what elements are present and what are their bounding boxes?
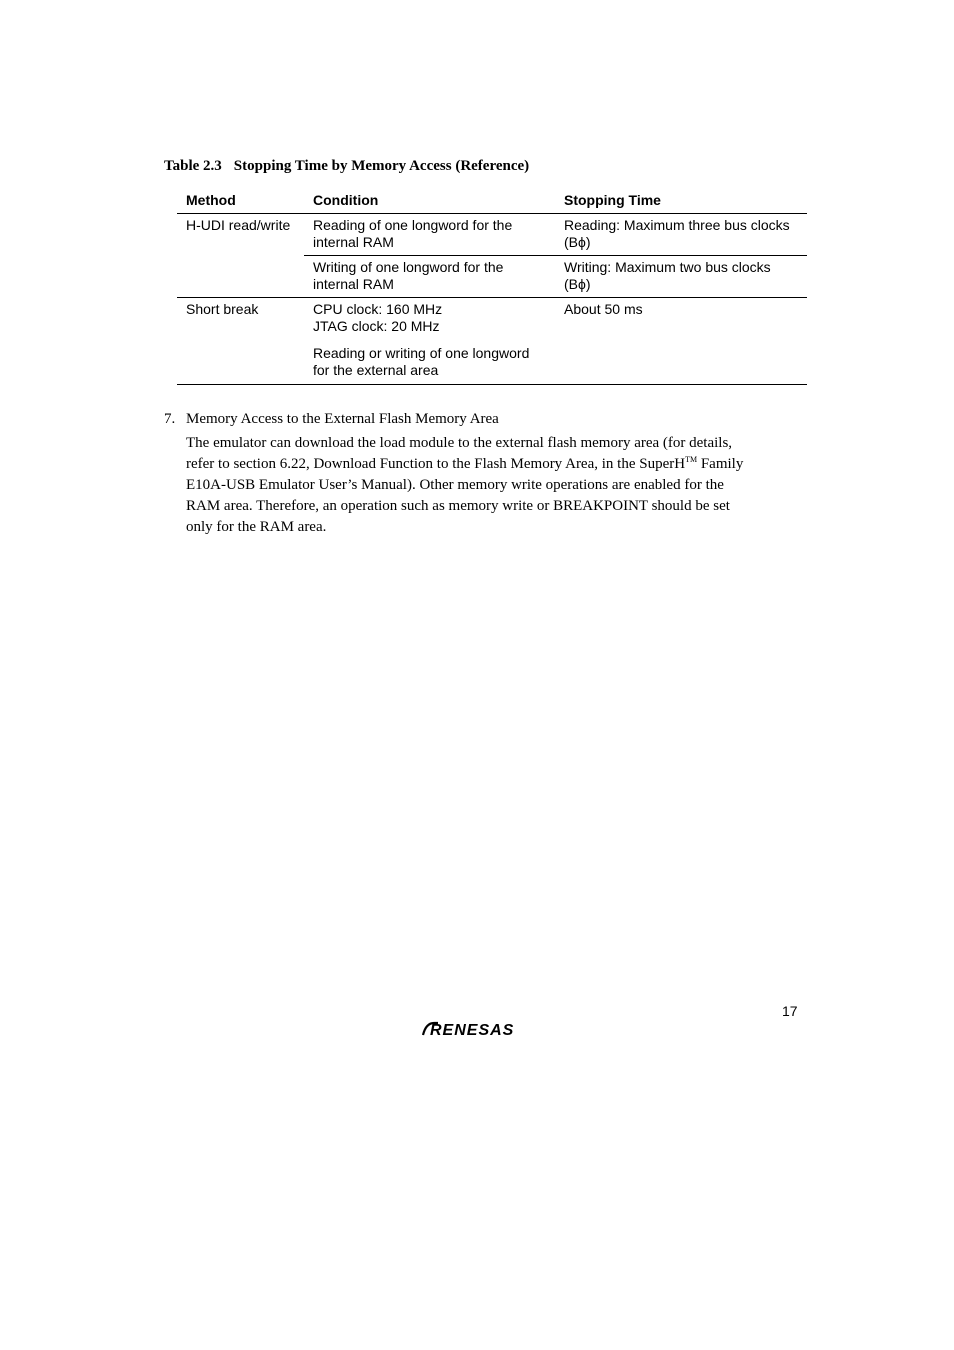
header-method: Method bbox=[186, 192, 236, 208]
table-row bbox=[177, 298, 807, 340]
table-caption-number: Table 2.3 bbox=[164, 158, 222, 174]
condition-line: internal RAM bbox=[313, 234, 394, 250]
condition-line: Writing of one longword for the bbox=[313, 259, 504, 275]
section-body bbox=[186, 433, 789, 538]
condition-line: Reading of one longword for the bbox=[313, 217, 513, 233]
stopping-time-line: Reading: Maximum three bus clocks bbox=[564, 217, 790, 233]
condition-line: internal RAM bbox=[313, 276, 394, 292]
method-short-break: Short break bbox=[186, 301, 259, 317]
stopping-time-line: Writing: Maximum two bus clocks bbox=[564, 259, 771, 275]
table-caption-title: Stopping Time by Memory Access (Reference) bbox=[233, 158, 530, 174]
body-line-tail: Family bbox=[697, 456, 744, 472]
section-7 bbox=[164, 409, 789, 538]
body-line: The emulator can download the load module to the external flash memory area (for details, bbox=[186, 435, 733, 451]
method-cell bbox=[177, 214, 304, 298]
trademark-mark: TM bbox=[685, 455, 698, 464]
stopping-time-line: (Bϕ) bbox=[564, 234, 591, 250]
table-caption bbox=[164, 158, 529, 175]
condition-cell bbox=[304, 298, 555, 340]
condition-cell bbox=[304, 214, 555, 256]
method-hudi: H-UDI read/write bbox=[186, 217, 291, 233]
renesas-logo bbox=[420, 1019, 542, 1039]
method-cell bbox=[177, 298, 304, 385]
condition-cell bbox=[304, 339, 555, 385]
stopping-time-cell bbox=[555, 214, 807, 256]
condition-line: Reading or writing of one longword bbox=[313, 345, 530, 361]
logo-text: RENESAS bbox=[430, 1022, 515, 1039]
section-title: Memory Access to the External Flash Memory Area bbox=[186, 411, 499, 427]
body-line: only for the RAM area. bbox=[186, 519, 327, 535]
stopping-time-line: About 50 ms bbox=[564, 301, 643, 317]
header-stopping-time: Stopping Time bbox=[564, 192, 661, 208]
condition-cell bbox=[304, 256, 555, 298]
section-number: 7. bbox=[164, 411, 176, 427]
table-row bbox=[177, 214, 807, 256]
stopping-time-line: (Bϕ) bbox=[564, 276, 591, 292]
table-header-row bbox=[177, 188, 807, 214]
stopping-time-cell-empty bbox=[555, 339, 807, 385]
header-condition: Condition bbox=[313, 192, 379, 208]
body-line: RAM area. Therefore, an operation such as memory write or BREAKPOINT should be set bbox=[186, 498, 730, 514]
body-line: E10A-USB Emulator User’s Manual). Other memory write operations are enabled for the bbox=[186, 477, 724, 493]
condition-line: for the external area bbox=[313, 362, 439, 378]
stopping-time-table bbox=[177, 188, 807, 385]
body-line bbox=[186, 454, 789, 475]
condition-line: JTAG clock: 20 MHz bbox=[313, 318, 440, 334]
section-heading bbox=[164, 409, 789, 430]
page-number: 17 bbox=[782, 1003, 798, 1019]
condition-line: CPU clock: 160 MHz bbox=[313, 301, 443, 317]
stopping-time-cell bbox=[555, 298, 807, 340]
body-line-text: refer to section 6.22, Download Function to the Flash Memory Area, in the SuperH bbox=[186, 456, 686, 472]
stopping-time-cell bbox=[555, 256, 807, 298]
